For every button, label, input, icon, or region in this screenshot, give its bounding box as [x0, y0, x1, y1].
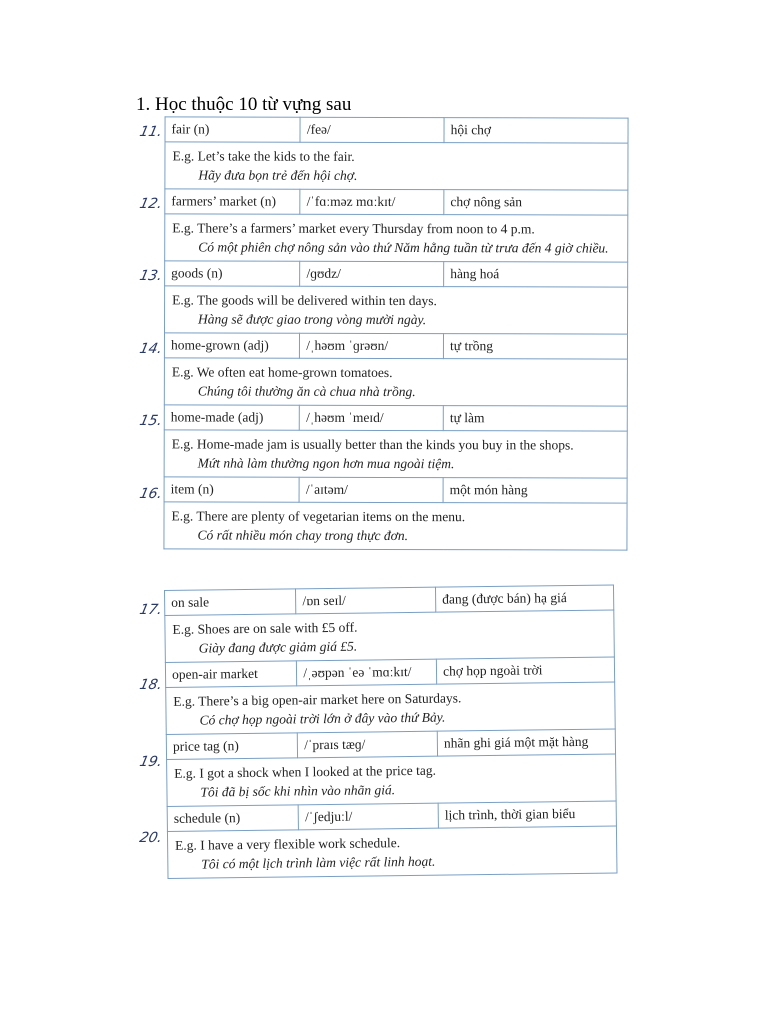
example-vietnamese: Tôi đã bị sốc khi nhìn vào nhãn giá.: [200, 782, 396, 800]
example-cell: [164, 430, 627, 478]
example-row: [165, 142, 628, 190]
example-cell: [165, 214, 628, 262]
example-cell: [164, 358, 627, 406]
ipa-cell: /ˌhəʊm ˈmeɪd/: [300, 405, 444, 430]
example-english: E.g. I have a very flexible work schedule.: [175, 835, 401, 853]
handwritten-number: 15.: [138, 413, 164, 429]
example-cell: [166, 682, 616, 734]
example-vietnamese: Có chợ họp ngoài trời lớn ở đây vào thứ Bảy.: [199, 709, 446, 728]
meaning-cell: một món hàng: [443, 478, 627, 503]
handwritten-number: 12.: [138, 196, 164, 212]
example-row: [165, 214, 628, 262]
example-english: E.g. Home-made jam is usually better than the kinds you buy in the shops.: [171, 436, 574, 453]
vocab-row: [165, 189, 628, 215]
ipa-cell: /ɒn seɪl/: [296, 587, 436, 614]
example-vietnamese: Giày đang được giảm giá £5.: [198, 638, 358, 656]
meaning-cell: hàng hoá: [444, 262, 628, 287]
word-cell: on sale: [165, 589, 297, 616]
example-english: E.g. The goods will be delivered within ten days.: [172, 292, 437, 309]
example-row: [164, 502, 627, 550]
example-english: E.g. We often eat home-grown tomatoes.: [171, 364, 393, 380]
handwritten-number: 16.: [138, 486, 164, 502]
ipa-cell: /ˌhəʊm ˈɡrəʊn/: [300, 333, 444, 358]
ipa-cell: /ˈfɑːməz mɑːkɪt/: [300, 189, 444, 214]
meaning-cell: nhãn ghi giá một mặt hàng: [437, 729, 615, 756]
example-vietnamese: Hãy đưa bọn trẻ đến hội chợ.: [198, 167, 358, 183]
meaning-cell: tự trồng: [443, 334, 627, 359]
vocab-row: [164, 477, 627, 503]
example-vietnamese: Tôi có một lịch trình làm việc rất linh hoạt.: [201, 853, 436, 872]
meaning-cell: hội chợ: [444, 118, 628, 143]
example-cell: [167, 754, 617, 806]
example-row: [167, 754, 617, 806]
example-cell: [164, 502, 627, 550]
word-cell: fair (n): [165, 117, 300, 142]
example-vietnamese: Hàng sẽ được giao trong vòng mười ngày.: [198, 311, 427, 328]
vocab-table-2: [164, 585, 617, 879]
meaning-cell: lịch trình, thời gian biểu: [438, 801, 616, 828]
vocab-row: [165, 117, 628, 143]
ipa-cell: /ˈpraɪs tæɡ/: [298, 731, 438, 758]
word-cell: home-grown (adj): [164, 333, 299, 358]
handwritten-number: 17.: [138, 602, 164, 618]
ipa-cell: /ˌəʊpən ˈeə ˈmɑːkɪt/: [297, 659, 437, 686]
meaning-cell: đang (được bán) hạ giá: [436, 585, 614, 612]
word-cell: goods (n): [165, 261, 300, 286]
example-cell: [165, 610, 615, 662]
example-vietnamese: Có một phiên chợ nông sản vào thứ Năm hằng tuần từ trưa đến 4 giờ chiều.: [198, 239, 609, 256]
ipa-cell: /feə/: [300, 117, 444, 142]
word-cell: item (n): [164, 477, 299, 502]
handwritten-number: 11.: [138, 124, 164, 140]
example-row: [166, 682, 616, 734]
handwritten-number: 19.: [138, 754, 164, 770]
word-cell: home-made (adj): [164, 405, 299, 430]
vocab-row: [164, 333, 627, 359]
page-heading: 1. Học thuộc 10 từ vựng sau: [136, 94, 352, 115]
example-cell: [165, 142, 628, 190]
example-english: E.g. There’s a farmers’ market every Thursday from noon to 4 p.m.: [172, 220, 535, 237]
example-vietnamese: Chúng tôi thường ăn cà chua nhà trồng.: [197, 383, 416, 400]
example-english: E.g. There’s a big open-air market here on Saturdays.: [173, 690, 462, 709]
word-cell: open-air market: [165, 661, 297, 688]
example-cell: [165, 286, 628, 334]
meaning-cell: chợ nông sản: [444, 190, 628, 215]
example-row: [165, 286, 628, 334]
example-row: [165, 610, 615, 662]
example-english: E.g. I got a shock when I looked at the price tag.: [174, 762, 436, 781]
example-vietnamese: Mứt nhà làm thường ngon hơn mua ngoài tiệm.: [197, 455, 455, 472]
vocab-table-1: [163, 116, 628, 550]
handwritten-number: 13.: [138, 268, 164, 284]
example-english: E.g. There are plenty of vegetarian items on the menu.: [171, 508, 466, 525]
vocab-row: [164, 405, 627, 431]
ipa-cell: /ˈaɪtəm/: [299, 477, 443, 502]
meaning-cell: chợ họp ngoài trời: [436, 657, 614, 684]
meaning-cell: tự làm: [443, 406, 627, 431]
example-english: E.g. Shoes are on sale with £5 off.: [172, 619, 358, 637]
example-vietnamese: Có rất nhiều món chay trong thực đơn.: [197, 527, 409, 544]
example-row: [167, 826, 617, 878]
example-row: [164, 358, 627, 406]
vocab-row: [165, 261, 628, 287]
ipa-cell: /ˈʃedjuːl/: [298, 803, 438, 830]
word-cell: schedule (n): [167, 805, 299, 832]
handwritten-number: 20.: [138, 830, 164, 846]
example-row: [164, 430, 627, 478]
handwritten-number: 18.: [138, 677, 164, 693]
word-cell: price tag (n): [166, 733, 298, 760]
example-cell: [167, 826, 617, 878]
handwritten-number: 14.: [138, 341, 164, 357]
word-cell: farmers’ market (n): [165, 189, 300, 214]
example-english: E.g. Let’s take the kids to the fair.: [172, 148, 355, 164]
ipa-cell: /ɡʊdz/: [300, 261, 444, 286]
